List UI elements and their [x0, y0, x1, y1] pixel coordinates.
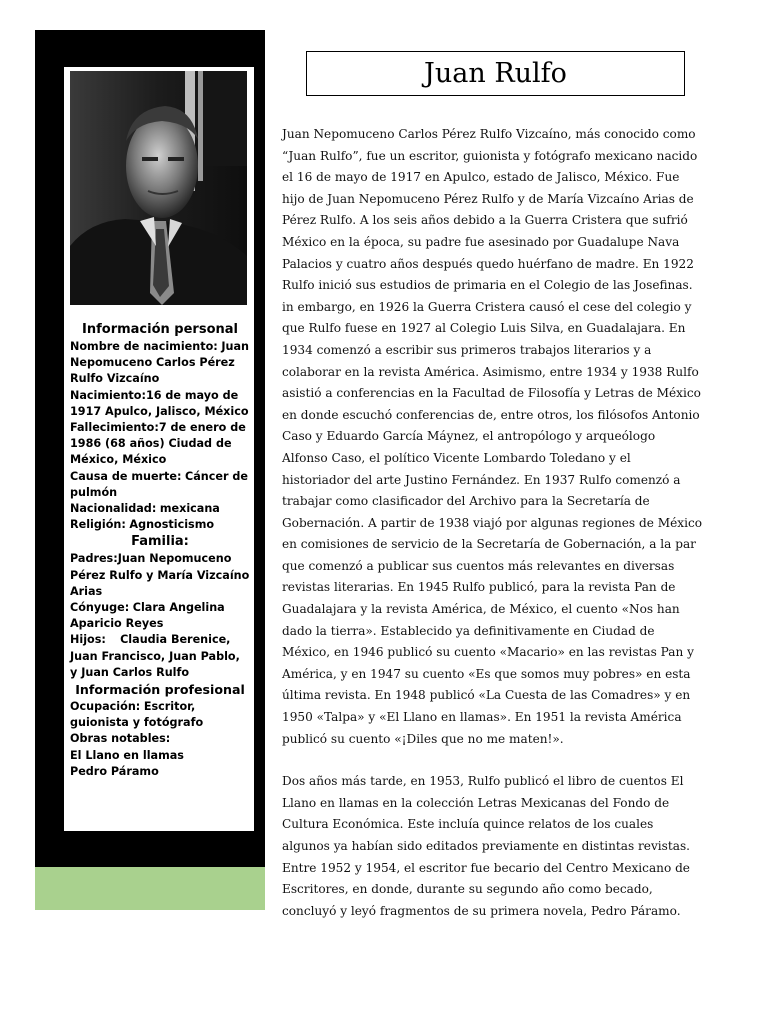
spouse-value: Clara Angelina Aparicio Reyes: [70, 601, 225, 631]
birth-label: Nacimiento:: [70, 388, 146, 402]
spouse-label: Cónyuge:: [70, 601, 130, 615]
children-row: [70, 632, 250, 681]
work-item: Pedro Páramo: [70, 764, 159, 778]
title-box: [306, 51, 685, 96]
occupation-value: Escritor, guionista y fotógrafo: [70, 700, 204, 730]
nationality-row: [70, 501, 250, 517]
article-body: [282, 124, 702, 922]
work-item: El Llano en llamas: [70, 748, 184, 762]
death-row: [70, 420, 250, 469]
birth-row: [70, 388, 250, 420]
children-label: Hijos:: [70, 633, 106, 647]
family-heading: Familia:: [131, 534, 189, 550]
works-label: Obras notables:: [70, 732, 171, 746]
parents-value: Juan Nepomuceno Pérez Rulfo y María Vizcaíno Arias: [70, 552, 250, 598]
occupation-row: [70, 699, 250, 731]
parents-label: Padres:: [70, 552, 118, 566]
religion-label: Religión:: [70, 518, 126, 532]
page-title: Juan Rulfo: [424, 58, 567, 89]
religion-row: [70, 517, 250, 533]
religion-value: Agnosticismo: [129, 518, 215, 532]
nationality-value: mexicana: [159, 502, 220, 516]
author-photo: [70, 71, 247, 305]
birth-name-value: Juan Nepomuceno Carlos Pérez Rulfo Vizcaíno: [70, 340, 249, 386]
death-value: 7 de enero de 1986 (68 años) Ciudad de México, México: [70, 421, 246, 467]
sidebar-accent-bar: [35, 867, 265, 910]
death-label: Fallecimiento:: [70, 421, 159, 435]
birth-name-label: Nombre de nacimiento:: [70, 340, 218, 353]
professional-info-heading: Información profesional: [75, 682, 245, 698]
spouse-row: [70, 600, 250, 632]
birth-name-row: [70, 339, 250, 388]
paragraph: Juan Nepomuceno Carlos Pérez Rulfo Vizcaíno, más conocido como “Juan Rulfo”, fue un escritor, guionista y fotógrafo mexicano nacido el 16 de mayo de 1917 en Apulco, estado de Jalisco, México. Fue hijo de Juan Nepomuceno Pérez Rulfo y de María Vizcaíno Arias de Pérez Rulfo. A los seis años debido a la Guerra Cristera que sufrió México en la época, su padre fue asesinado por Guadalupe Nava Palacios y cuatro años después quedo huérfano de madre. En 1922 Rulfo inició sus estudios de primaria en el Colegio de las Josefinas. in embargo, en 1926 la Guerra Cristera causó el cese del colegio y que Rulfo fuese en 1927 al Colegio Luis Silva, en Guadalajara. En 1934 comenzó a escribir sus primeros trabajos literarios y a colaborar en la revista América. Asimismo, entre 1934 y 1938 Rulfo asistió a conferencias en la Facultad de Filosofía y Letras de México en donde escuchó conferencias de, entre otros, los filósofos Antonio Caso y Eduardo García Máynez, el antropólogo y arqueólogo Alfonso Caso, el político Vicente Lombardo Toledano y el historiador del arte Justino Fernández. En 1937 Rulfo comenzó a trabajar como clasificador del Archivo para la Secretaría de Gobernación. A partir de 1938 viajó por algunas regiones de México en comisiones de servicio de la Secretaría de Gobernación, a la par que comenzó a publicar sus cuentos más relevantes en diversas revistas literarias. En 1945 Rulfo publicó, para la revista Pan de Guadalajara y la revista América, de México, el cuento «Nos han dado la tierra». Establecido ya definitivamente en Ciudad de México, en 1946 publicó su cuento «Macario» en las revistas Pan y América, y en 1947 su cuento «Es que somos muy pobres» en esta última revista. En 1948 publicó «La Cuesta de las Comadres» y en 1950 «Talpa» y «El Llano en llamas». En 1951 la revista América publicó su cuento «¡Diles que no me maten!».: [282, 127, 702, 746]
children-value: Claudia Berenice, Juan Francisco, Juan Pablo, y Juan Carlos Rulfo: [70, 633, 240, 679]
paragraph: Dos años más tarde, en 1953, Rulfo publicó el libro de cuentos El Llano en llamas en la colección Letras Mexicanas del Fondo de Cultura Económica. Este incluía quince relatos de los cuales algunos ya habían sido editados previamente en distintas revistas. Entre 1952 y 1954, el escritor fue becario del Centro Mexicano de Escritores, en donde, durante su segundo año como becado, concluyó y leyó fragmentos de su primera novela, Pedro Páramo.: [282, 774, 690, 918]
personal-info-panel: [70, 321, 250, 780]
cause-value: Cáncer de pulmón: [70, 469, 248, 499]
parents-row: [70, 551, 250, 600]
birth-value: 16 de mayo de 1917 Apulco, Jalisco, México: [70, 388, 249, 418]
occupation-label: Ocupación:: [70, 700, 141, 714]
personal-info-heading: Información personal: [82, 322, 238, 337]
nationality-label: Nacionalidad:: [70, 502, 157, 516]
cause-label: Causa de muerte:: [70, 469, 182, 483]
cause-row: [70, 469, 250, 501]
